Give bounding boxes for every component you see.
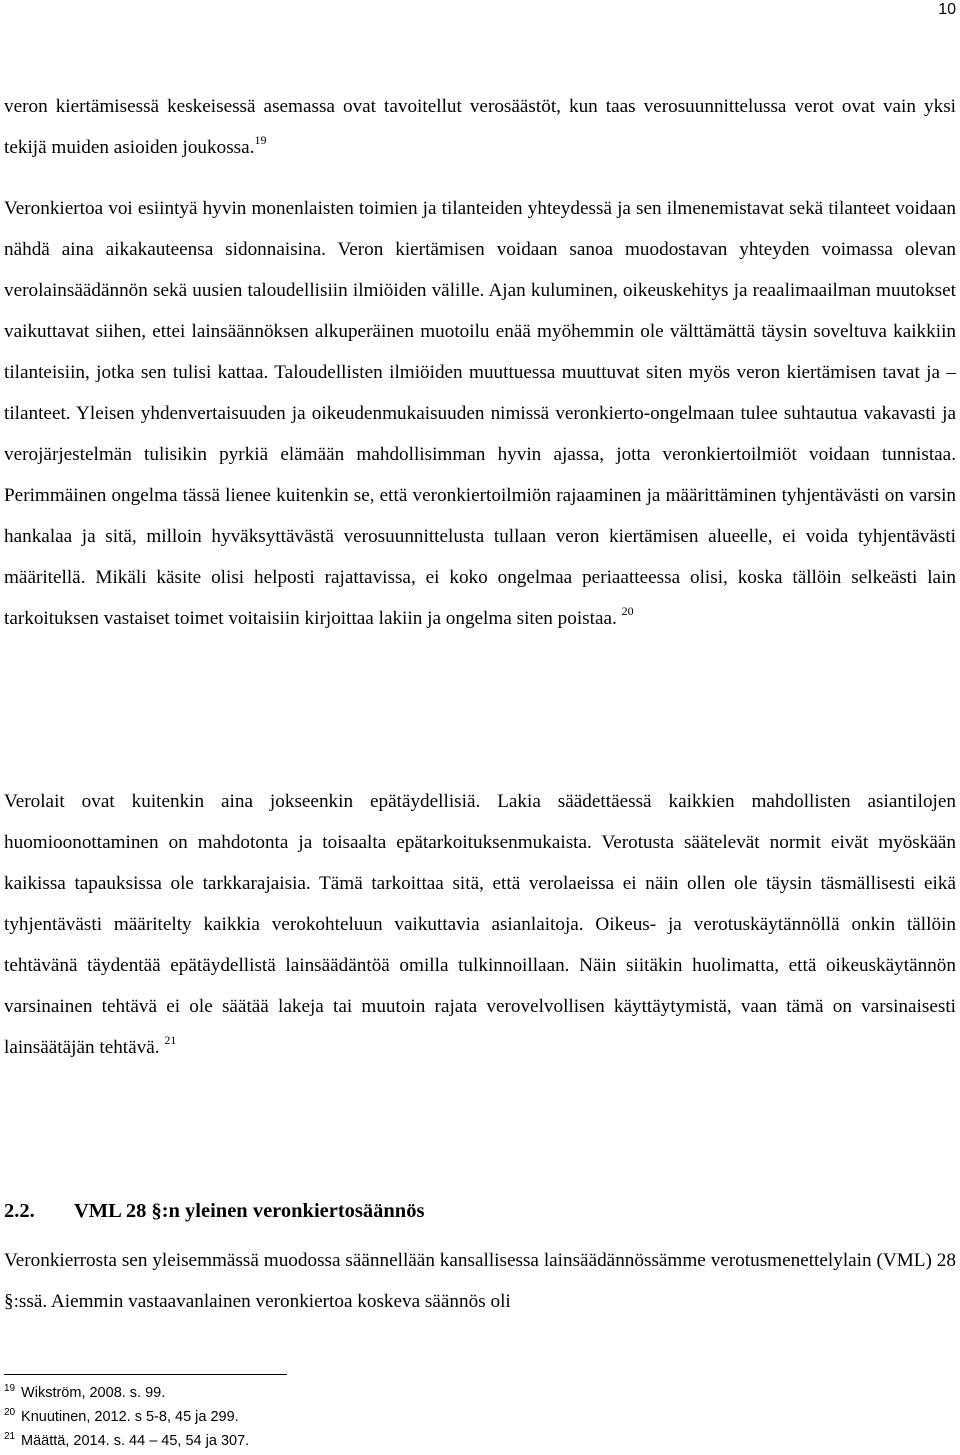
paragraph-veronkierto (4, 188, 956, 639)
paragraph-text: Veronkiertoa voi esiintyä hyvin monenlaisten toimien ja tilanteiden yhteydessä ja sen ilmenemistavat sekä tilanteet voidaan nähdä aina aikakauteensa sidonnaisina. Veron kiertämisen voidaan sanoa muodostavan yhteyden voimassa olevan verolainsäädännön sekä uusien taloudellisiin ilmiöiden välille. Ajan kuluminen, oikeuskehitys ja reaalimaailman muutokset vaikuttavat siihen, ettei lainsäännöksen alkuperäinen muotoilu enää myöhemmin ole välttämättä täysin soveltuva kaikkiin tilanteisiin, jotka sen tulisi kattaa. Taloudellisten ilmiöiden muuttuessa muuttuvat siten myös veron kiertämisen tavat ja – tilanteet. Yleisen yhdenvertaisuuden ja oikeudenmukaisuuden nimissä veronkierto-ongelmaan tulee suhtautua vakavasti ja verojärjestelmän tulisikin pyrkiä elämään mahdollisimman hyvin ajassa, jotta veronkiertoilmiöt voidaan tunnistaa. Perimmäinen ongelma tässä lienee kuitenkin se, että veronkiertoilmiön rajaaminen ja määrittäminen tyhjentävästi on varsin hankalaa ja sitä, milloin hyväksyttävästä verosuunnittelusta tullaan veron kiertämisen alueelle, ei voida tyhjentävästi määritellä. Mikäli käsite olisi helposti rajattavissa, ei koko ongelmaa periaatteessa olisi, koska tällöin selkeästi lain tarkoituksen vastaiset toimet voitaisiin kirjoittaa lakiin ja ongelma siten poistaa. (4, 198, 956, 629)
paragraph-intro (4, 86, 956, 168)
paragraph-text: Veronkierrosta sen yleisemmässä muodossa säännellään kansallisessa lainsäädännössämme verotusmenettelylain (VML) 28 §:ssä. Aiemmin vastaavanlainen veronkiertoa koskeva säännös oli (4, 1250, 956, 1312)
paragraph-text: Verolait ovat kuitenkin aina jokseenkin epätäydellisiä. Lakia säädettäessä kaikkien mahdollisten asiantilojen huomioonottaminen on mahdotonta ja toisaalta epätarkoituksenmukaista. Verotusta säätelevät normit eivät myöskään kaikissa tapauksissa ole tarkkarajaisia. Tämä tarkoittaa sitä, että verolaeissa ei näin ollen ole täysin täsmällisesti eikä tyhjentävästi määritelty kaikkia verokohteluun vaikuttavia asianlaitoja. Oikeus- ja verotuskäytännöllä onkin tällöin tehtävänä täydentää epätäydellistä lainsäädäntöä omilla tulkinnoillaan. Näin siitäkin huolimatta, että oikeuskäytännön varsinainen tehtävä ei ole säätää lakeja tai muutoin rajata verovelvollisen käyttäytymistä, vaan tämä on varsinaisesti lainsäätäjän tehtävä. (4, 791, 956, 1058)
paragraph-text: veron kiertämisessä keskeisessä asemassa ovat tavoitellut verosäästöt, kun taas verosuunnittelussa verot ovat vain yksi tekijä muiden asioiden joukossa. (4, 96, 956, 158)
footnotes (4, 1381, 249, 1453)
section-heading (4, 1196, 424, 1226)
footnote: $^{21}$ Määttä, 2014. s. 44 – 45, 54 ja 307. (4, 1431, 250, 1449)
section-title: VML 28 §:n yleinen veronkiertosäännös (74, 1200, 425, 1222)
footnote-separator (4, 1374, 287, 1375)
footnote-ref[interactable]: 19 (254, 133, 267, 147)
paragraph-verolait (4, 781, 956, 1068)
section-number: 2.2. (4, 1200, 35, 1222)
footnote-ref[interactable]: 20 (621, 604, 634, 618)
footnote-text: Wikström, 2008. s. 99. (21, 1385, 166, 1401)
paragraph-section (4, 1240, 956, 1322)
page-number: 10 (938, 1, 956, 18)
footnote-ref[interactable]: 21 (164, 1033, 177, 1047)
footnote: $^{19}$ Wikström, 2008. s. 99. (4, 1383, 166, 1401)
footnote-text: Knuutinen, 2012. s 5-8, 45 ja 299. (21, 1409, 239, 1425)
footnote: $^{20}$ Knuutinen, 2012. s 5-8, 45 ja 299. (4, 1407, 239, 1425)
footnote-text: Määttä, 2014. s. 44 – 45, 54 ja 307. (21, 1433, 250, 1449)
